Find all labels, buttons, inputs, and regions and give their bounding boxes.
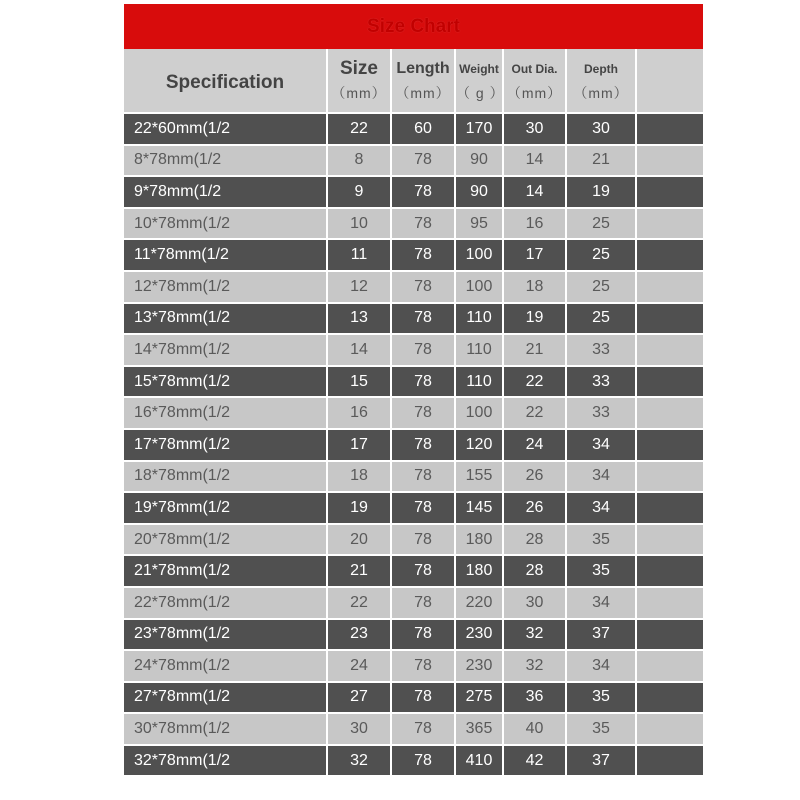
cell-depth: 34	[567, 430, 637, 460]
table-row	[124, 146, 703, 178]
cell-weight: 120	[456, 430, 504, 460]
cell-empty	[637, 683, 703, 713]
cell-specification: 9*78mm(1/2	[124, 177, 328, 207]
cell-specification: 17*78mm(1/2	[124, 430, 328, 460]
cell-depth: 19	[567, 177, 637, 207]
cell-size: 18	[328, 462, 392, 492]
table-row	[124, 272, 703, 304]
cell-empty	[637, 620, 703, 650]
cell-out-dia: 26	[504, 462, 567, 492]
header-depth-unit: （mm）	[573, 84, 629, 101]
cell-out-dia: 18	[504, 272, 567, 302]
cell-depth: 33	[567, 335, 637, 365]
cell-size: 24	[328, 651, 392, 681]
cell-weight: 180	[456, 556, 504, 586]
cell-empty	[637, 367, 703, 397]
cell-weight: 110	[456, 335, 504, 365]
table-row	[124, 367, 703, 399]
cell-out-dia: 14	[504, 146, 567, 176]
header-specification	[124, 49, 328, 112]
cell-weight: 95	[456, 209, 504, 239]
header-empty-column	[637, 49, 703, 112]
table-row	[124, 114, 703, 146]
cell-empty	[637, 651, 703, 681]
cell-weight: 275	[456, 683, 504, 713]
table-body	[124, 114, 703, 777]
cell-length: 78	[392, 525, 456, 555]
cell-out-dia: 24	[504, 430, 567, 460]
cell-depth: 34	[567, 493, 637, 523]
cell-out-dia: 28	[504, 556, 567, 586]
cell-length: 78	[392, 304, 456, 334]
table-row	[124, 683, 703, 715]
cell-depth: 25	[567, 272, 637, 302]
table-row	[124, 525, 703, 557]
table-row	[124, 620, 703, 652]
cell-length: 78	[392, 209, 456, 239]
cell-specification: 21*78mm(1/2	[124, 556, 328, 586]
cell-size: 27	[328, 683, 392, 713]
cell-size: 30	[328, 714, 392, 744]
cell-specification: 13*78mm(1/2	[124, 304, 328, 334]
cell-specification: 11*78mm(1/2	[124, 240, 328, 270]
cell-empty	[637, 177, 703, 207]
cell-size: 14	[328, 335, 392, 365]
cell-depth: 35	[567, 714, 637, 744]
cell-out-dia: 16	[504, 209, 567, 239]
cell-specification: 30*78mm(1/2	[124, 714, 328, 744]
cell-length: 78	[392, 714, 456, 744]
cell-weight: 110	[456, 304, 504, 334]
cell-specification: 10*78mm(1/2	[124, 209, 328, 239]
cell-size: 10	[328, 209, 392, 239]
cell-specification: 14*78mm(1/2	[124, 335, 328, 365]
cell-empty	[637, 335, 703, 365]
cell-depth: 33	[567, 398, 637, 428]
cell-weight: 155	[456, 462, 504, 492]
table-row	[124, 398, 703, 430]
cell-size: 13	[328, 304, 392, 334]
cell-weight: 230	[456, 651, 504, 681]
cell-weight: 220	[456, 588, 504, 618]
header-size	[328, 49, 392, 112]
table-row	[124, 651, 703, 683]
cell-depth: 37	[567, 620, 637, 650]
cell-out-dia: 14	[504, 177, 567, 207]
cell-size: 8	[328, 146, 392, 176]
header-specification-label: Specification	[165, 71, 285, 93]
cell-specification: 23*78mm(1/2	[124, 620, 328, 650]
cell-empty	[637, 588, 703, 618]
table-row	[124, 493, 703, 525]
header-depth-label: Depth	[584, 61, 618, 76]
cell-length: 78	[392, 367, 456, 397]
cell-out-dia: 30	[504, 588, 567, 618]
cell-specification: 8*78mm(1/2	[124, 146, 328, 176]
cell-weight: 110	[456, 367, 504, 397]
cell-depth: 35	[567, 556, 637, 586]
cell-weight: 100	[456, 272, 504, 302]
cell-empty	[637, 556, 703, 586]
table-row	[124, 177, 703, 209]
header-size-unit: （mm）	[331, 84, 387, 101]
cell-size: 20	[328, 525, 392, 555]
cell-length: 78	[392, 272, 456, 302]
cell-empty	[637, 462, 703, 492]
size-chart-table	[124, 4, 703, 777]
cell-out-dia: 42	[504, 746, 567, 776]
cell-length: 78	[392, 620, 456, 650]
table-row	[124, 240, 703, 272]
cell-size: 21	[328, 556, 392, 586]
cell-specification: 12*78mm(1/2	[124, 272, 328, 302]
cell-length: 78	[392, 398, 456, 428]
cell-out-dia: 21	[504, 335, 567, 365]
table-row	[124, 304, 703, 336]
cell-empty	[637, 304, 703, 334]
table-row	[124, 335, 703, 367]
cell-empty	[637, 272, 703, 302]
cell-out-dia: 19	[504, 304, 567, 334]
cell-empty	[637, 493, 703, 523]
cell-empty	[637, 240, 703, 270]
table-row	[124, 209, 703, 241]
cell-depth: 25	[567, 304, 637, 334]
cell-empty	[637, 398, 703, 428]
cell-size: 9	[328, 177, 392, 207]
cell-size: 16	[328, 398, 392, 428]
chart-title: Size Chart	[124, 4, 703, 49]
cell-empty	[637, 714, 703, 744]
cell-specification: 32*78mm(1/2	[124, 746, 328, 776]
cell-length: 78	[392, 556, 456, 586]
cell-specification: 22*60mm(1/2	[124, 114, 328, 144]
cell-depth: 34	[567, 651, 637, 681]
cell-out-dia: 30	[504, 114, 567, 144]
cell-weight: 180	[456, 525, 504, 555]
header-out-dia-label: Out Dia.	[511, 61, 558, 76]
cell-depth: 35	[567, 525, 637, 555]
cell-size: 17	[328, 430, 392, 460]
cell-empty	[637, 746, 703, 776]
cell-size: 32	[328, 746, 392, 776]
cell-empty	[637, 525, 703, 555]
cell-length: 78	[392, 746, 456, 776]
header-weight-unit: （ g ）	[456, 84, 505, 101]
header-length-label: Length	[396, 59, 450, 77]
cell-length: 78	[392, 651, 456, 681]
cell-length: 78	[392, 430, 456, 460]
cell-depth: 34	[567, 462, 637, 492]
cell-empty	[637, 114, 703, 144]
cell-length: 78	[392, 683, 456, 713]
cell-weight: 170	[456, 114, 504, 144]
cell-empty	[637, 209, 703, 239]
cell-weight: 90	[456, 177, 504, 207]
cell-out-dia: 22	[504, 367, 567, 397]
cell-length: 78	[392, 240, 456, 270]
table-row	[124, 556, 703, 588]
cell-out-dia: 22	[504, 398, 567, 428]
cell-specification: 15*78mm(1/2	[124, 367, 328, 397]
cell-depth: 21	[567, 146, 637, 176]
cell-specification: 24*78mm(1/2	[124, 651, 328, 681]
cell-out-dia: 28	[504, 525, 567, 555]
cell-weight: 230	[456, 620, 504, 650]
table-row	[124, 746, 703, 778]
cell-weight: 100	[456, 398, 504, 428]
cell-weight: 90	[456, 146, 504, 176]
cell-weight: 365	[456, 714, 504, 744]
cell-size: 22	[328, 114, 392, 144]
cell-weight: 100	[456, 240, 504, 270]
table-header	[124, 49, 703, 114]
cell-out-dia: 36	[504, 683, 567, 713]
cell-length: 78	[392, 177, 456, 207]
cell-specification: 18*78mm(1/2	[124, 462, 328, 492]
header-size-label: Size	[339, 57, 379, 79]
cell-size: 11	[328, 240, 392, 270]
header-length-unit: （mm）	[395, 84, 451, 101]
cell-length: 78	[392, 146, 456, 176]
cell-specification: 22*78mm(1/2	[124, 588, 328, 618]
cell-specification: 16*78mm(1/2	[124, 398, 328, 428]
table-row	[124, 462, 703, 494]
cell-out-dia: 40	[504, 714, 567, 744]
cell-length: 60	[392, 114, 456, 144]
header-weight-label: Weight	[459, 61, 499, 76]
header-length	[392, 49, 456, 112]
cell-out-dia: 17	[504, 240, 567, 270]
cell-depth: 30	[567, 114, 637, 144]
cell-empty	[637, 430, 703, 460]
cell-length: 78	[392, 335, 456, 365]
cell-length: 78	[392, 462, 456, 492]
cell-out-dia: 32	[504, 651, 567, 681]
cell-length: 78	[392, 493, 456, 523]
cell-size: 15	[328, 367, 392, 397]
header-out-dia	[504, 49, 567, 112]
cell-specification: 19*78mm(1/2	[124, 493, 328, 523]
cell-depth: 35	[567, 683, 637, 713]
table-row	[124, 588, 703, 620]
cell-size: 22	[328, 588, 392, 618]
header-out-dia-unit: （mm）	[506, 84, 563, 101]
cell-size: 12	[328, 272, 392, 302]
cell-size: 23	[328, 620, 392, 650]
cell-size: 19	[328, 493, 392, 523]
cell-depth: 34	[567, 588, 637, 618]
cell-weight: 410	[456, 746, 504, 776]
cell-out-dia: 26	[504, 493, 567, 523]
cell-specification: 27*78mm(1/2	[124, 683, 328, 713]
cell-depth: 33	[567, 367, 637, 397]
cell-depth: 25	[567, 240, 637, 270]
header-weight	[456, 49, 504, 112]
cell-empty	[637, 146, 703, 176]
table-row	[124, 714, 703, 746]
table-row	[124, 430, 703, 462]
cell-length: 78	[392, 588, 456, 618]
cell-out-dia: 32	[504, 620, 567, 650]
header-depth	[567, 49, 637, 112]
cell-depth: 25	[567, 209, 637, 239]
cell-specification: 20*78mm(1/2	[124, 525, 328, 555]
cell-depth: 37	[567, 746, 637, 776]
cell-weight: 145	[456, 493, 504, 523]
